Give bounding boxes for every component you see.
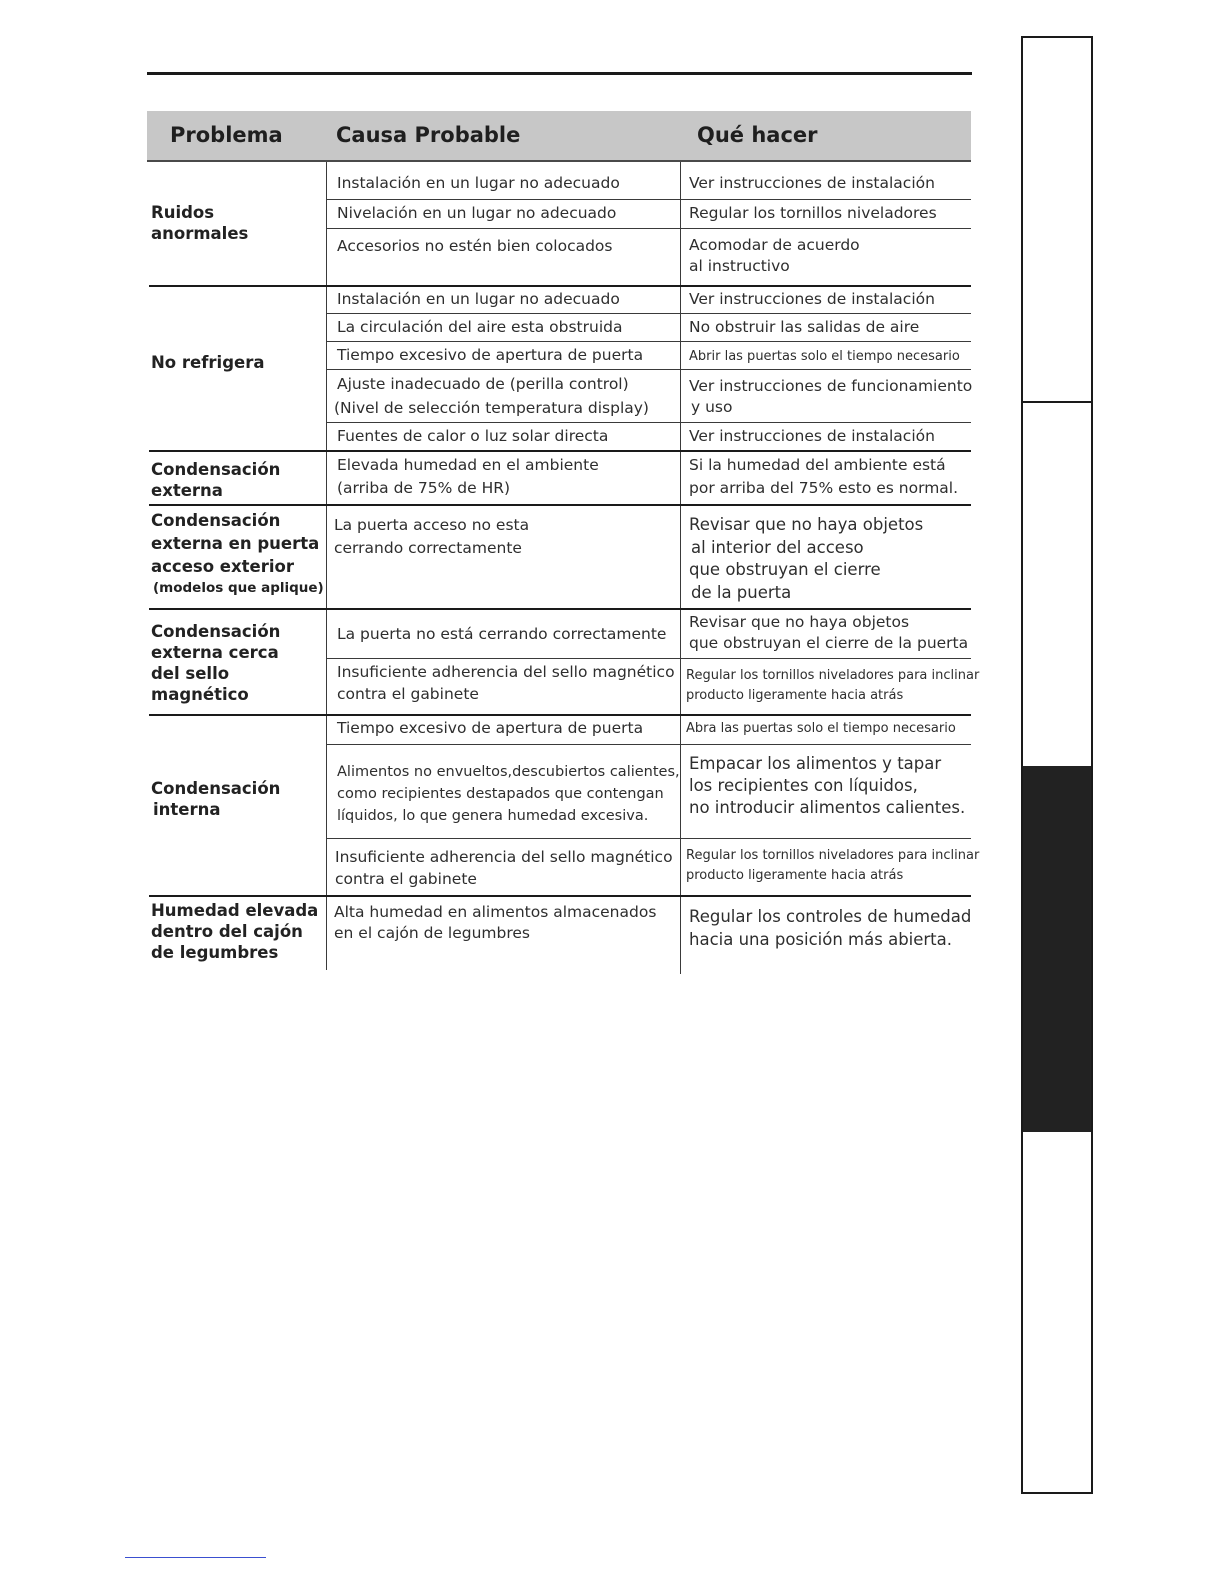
problem-line: No refrigera [151, 353, 265, 372]
what-cell [689, 376, 972, 418]
problem-line: del sello [151, 664, 230, 683]
row-divider [326, 313, 971, 314]
problem-line: Condensación [151, 511, 281, 530]
what-text: al instructivo [689, 257, 790, 275]
what-text: Regular los tornillos niveladores para inclinar [686, 848, 980, 863]
what-text: Regular los tornillos niveladores para inclinar [686, 668, 980, 683]
group-divider [149, 285, 971, 287]
what-cell [689, 172, 935, 194]
problem-ruidos-anormales [151, 202, 248, 244]
what-text: no introducir alimentos calientes. [689, 798, 966, 817]
what-text: producto ligeramente hacia atrás [686, 688, 904, 703]
problem-humedad-elevada [151, 900, 318, 963]
what-cell [689, 905, 971, 951]
what-cell [689, 612, 968, 654]
problem-line: Condensación [151, 622, 281, 641]
what-text: que obstruyan el cierre de la puerta [689, 634, 969, 652]
what-text: los recipientes con líquidos, [689, 776, 918, 795]
cause-cell [337, 172, 620, 194]
row-divider [326, 838, 971, 839]
cause-text: La puerta no está cerrando correctamente [337, 625, 667, 643]
what-text: y uso [691, 398, 733, 416]
cause-text: Nivelación en un lugar no adecuado [337, 204, 617, 222]
problem-no-refrigera [151, 352, 264, 373]
cause-cell [337, 717, 643, 739]
what-cell [689, 316, 919, 338]
group-divider [149, 714, 971, 716]
cause-text: (Nivel de selección temperatura display) [334, 399, 649, 417]
what-text: Revisar que no haya objetos [689, 515, 924, 534]
top-rule [147, 72, 972, 75]
cause-text: La puerta acceso no esta [334, 516, 530, 534]
what-text: por arriba del 75% esto es normal. [689, 479, 959, 497]
what-text: que obstruyan el cierre [689, 560, 881, 579]
cause-text: en el cajón de legumbres [334, 924, 531, 942]
cause-cell [337, 454, 599, 500]
problem-line: dentro del cajón [151, 922, 303, 941]
what-text: Ver instrucciones de instalación [689, 427, 935, 445]
what-text: Ver instrucciones de instalación [689, 174, 935, 192]
cause-cell [334, 902, 656, 944]
what-text: Revisar que no haya objetos [689, 613, 910, 631]
col-divider-2 [680, 162, 681, 974]
cause-cell [337, 316, 622, 338]
problem-line: anormales [151, 224, 249, 243]
header-problem: Problema [170, 123, 283, 147]
cause-text: Tiempo excesivo de apertura de puerta [337, 719, 644, 737]
col-divider-1 [326, 162, 327, 970]
cause-text: cerrando correctamente [334, 539, 522, 557]
what-cell [686, 719, 956, 739]
cause-text: La circulación del aire esta obstruida [337, 318, 623, 336]
cause-text: Fuentes de calor o luz solar directa [337, 427, 609, 445]
cause-cell [337, 661, 675, 705]
cause-text: contra el gabinete [337, 685, 479, 703]
what-text: Abra las puertas solo el tiempo necesario [686, 721, 956, 736]
cause-cell [337, 425, 608, 447]
what-text: producto ligeramente hacia atrás [686, 868, 904, 883]
group-divider [149, 608, 971, 610]
cause-text: Ajuste inadecuado de (perilla control) [337, 375, 629, 393]
what-cell [689, 753, 965, 819]
cause-cell [337, 202, 616, 224]
row-divider [326, 369, 971, 370]
what-text: hacia una posición más abierta. [689, 930, 953, 949]
group-divider [149, 895, 971, 897]
what-text: Abrir las puertas solo el tiempo necesario [689, 349, 960, 364]
cause-text: líquidos, lo que genera humedad excesiva. [337, 808, 649, 824]
what-cell [686, 846, 979, 886]
header-what: Qué hacer [697, 123, 818, 147]
problem-condensacion-puerta-acceso [151, 509, 324, 598]
what-text: Si la humedad del ambiente está [689, 456, 946, 474]
what-cell [689, 235, 860, 277]
cause-text: Elevada humedad en el ambiente [337, 456, 599, 474]
what-cell [689, 202, 937, 224]
problem-condensacion-interna [151, 778, 280, 820]
what-text: Regular los tornillos niveladores [689, 204, 937, 222]
cause-text: Alta humedad en alimentos almacenados [334, 903, 657, 921]
problem-line: Humedad elevada [151, 901, 319, 920]
row-divider [326, 422, 971, 423]
problem-condensacion-sello [151, 621, 280, 705]
cause-cell [337, 235, 613, 257]
problem-condensacion-externa [151, 459, 280, 501]
cause-text: como recipientes destapados que contengan [337, 786, 664, 802]
cause-text: contra el gabinete [335, 870, 477, 888]
row-divider [326, 199, 971, 200]
cause-text: (arriba de 75% de HR) [337, 479, 511, 497]
problem-line: externa en puerta [151, 534, 320, 553]
problem-line: Condensación [151, 460, 281, 479]
what-cell [689, 425, 935, 447]
problem-line: interna [153, 800, 221, 819]
problem-line: Condensación [151, 779, 281, 798]
cause-text: Alimentos no envueltos,descubiertos calientes, [337, 764, 680, 780]
problem-line: magnético [151, 685, 249, 704]
what-text: Ver instrucciones de funcionamiento [689, 377, 973, 395]
group-divider [149, 504, 971, 506]
table-header [147, 111, 971, 162]
what-text: al interior del acceso [691, 537, 864, 557]
row-divider [326, 744, 971, 745]
side-tab-active[interactable] [1023, 766, 1091, 1132]
header-cause: Causa Probable [336, 123, 521, 147]
what-text: de la puerta [691, 582, 792, 602]
side-tab-1[interactable] [1023, 38, 1091, 403]
cause-cell [335, 846, 673, 890]
what-text: Acomodar de acuerdo [689, 236, 860, 254]
what-cell [689, 347, 960, 367]
problem-line: externa cerca [151, 643, 279, 662]
cause-text: Insuficiente adherencia del sello magnético [337, 663, 675, 681]
side-tab-2[interactable] [1023, 403, 1091, 766]
row-divider [326, 228, 971, 229]
side-section-tabs [1021, 36, 1093, 1494]
cause-cell [337, 344, 643, 366]
what-cell [689, 288, 935, 310]
problem-line: externa [151, 481, 223, 500]
group-divider [149, 450, 971, 452]
cause-text: Instalación en un lugar no adecuado [337, 290, 620, 308]
problem-line: acceso exterior [151, 557, 294, 576]
row-divider [326, 341, 971, 342]
what-cell [689, 454, 958, 500]
side-tab-4[interactable] [1023, 1132, 1091, 1494]
cause-cell [337, 623, 666, 645]
cause-text: Accesorios no estén bien colocados [337, 237, 613, 255]
row-divider [326, 658, 971, 659]
what-text: Ver instrucciones de instalación [689, 290, 935, 308]
cause-cell [337, 761, 680, 827]
footer-link-rule [125, 1557, 266, 1558]
what-text: Empacar los alimentos y tapar [689, 754, 942, 773]
what-text: No obstruir las salidas de aire [689, 318, 920, 336]
what-text: Regular los controles de humedad [689, 907, 972, 926]
what-cell [689, 514, 923, 604]
cause-text: Instalación en un lugar no adecuado [337, 174, 620, 192]
what-cell [686, 666, 979, 706]
problem-line: de legumbres [151, 943, 279, 962]
problem-note: (modelos que aplique) [153, 580, 324, 596]
cause-text: Tiempo excesivo de apertura de puerta [337, 346, 644, 364]
cause-cell [337, 288, 620, 310]
problem-line: Ruidos [151, 203, 215, 222]
cause-text: Insuficiente adherencia del sello magnético [335, 848, 673, 866]
cause-cell [334, 514, 529, 560]
cause-cell [334, 372, 649, 420]
